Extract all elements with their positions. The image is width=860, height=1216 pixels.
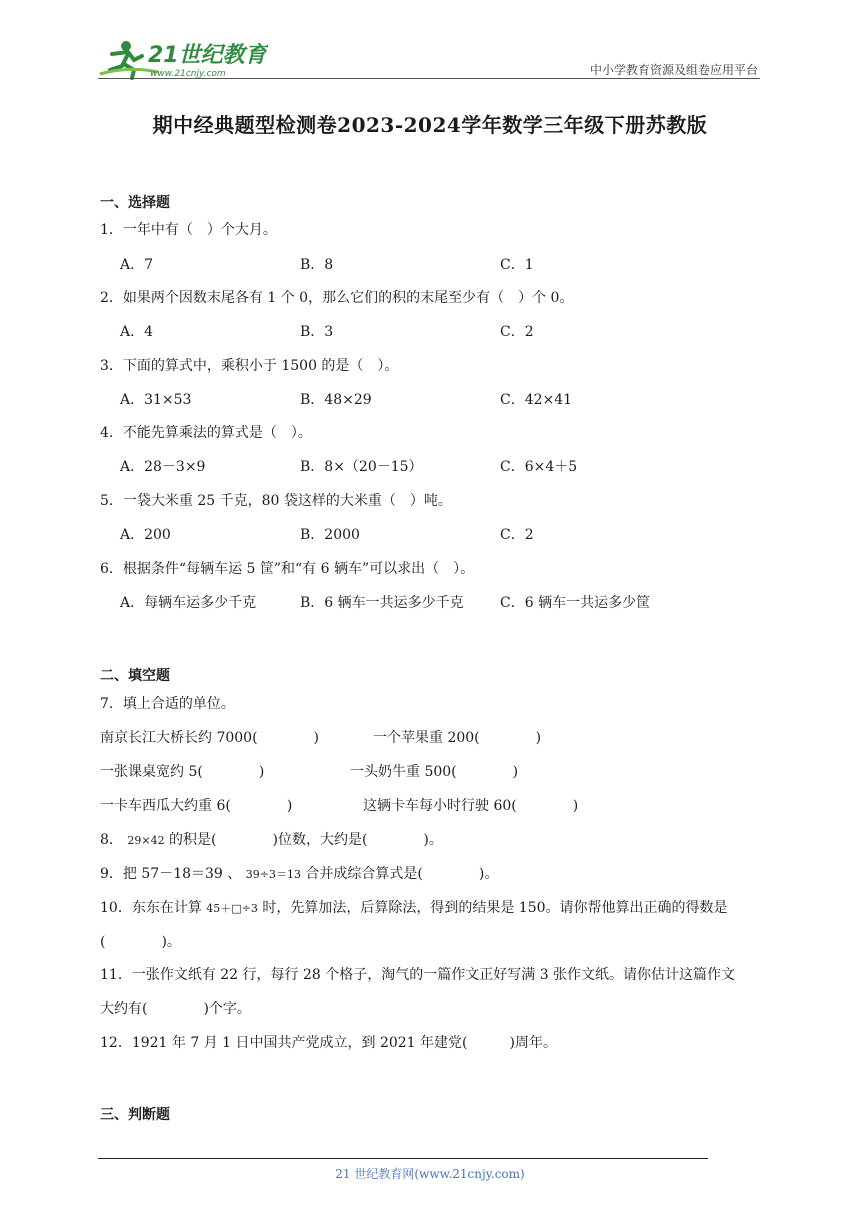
q10-formula: 45＋□÷3 — [206, 902, 258, 915]
question-4: 4．不能先算乘法的算式是（ ）。 — [100, 425, 312, 441]
q9-suffix: 合并成综合算式是( )。 — [305, 866, 499, 882]
site-logo — [98, 36, 268, 80]
q4-option-b: B．8×（20－15） — [300, 459, 423, 475]
q9-separator: 、 — [227, 866, 242, 882]
q4-option-c: C．6×4＋5 — [500, 459, 578, 475]
q3-option-a: A．31×53 — [120, 392, 192, 408]
q9-formula-1: 57－18＝39 — [141, 866, 223, 882]
question-8 — [100, 829, 443, 849]
q10-prefix: 10．东东在计算 — [100, 900, 202, 916]
q2-option-a: A．4 — [120, 324, 154, 340]
q3-option-b: B．48×29 — [300, 392, 372, 408]
footer-divider — [98, 1158, 708, 1159]
footer-link[interactable]: 21 世纪教育网(www.21cnjy.com) — [335, 1167, 525, 1181]
header-platform-text: 中小学教育资源及组卷应用平台 — [589, 63, 758, 77]
question-5: 5．一袋大米重 25 千克，80 袋这样的大米重（ ）吨。 — [100, 493, 452, 509]
q9-formula-2: 39÷3＝13 — [245, 868, 301, 881]
document-title: 期中经典题型检测卷2023-2024学年数学三年级下册苏教版 — [152, 113, 708, 137]
q1-option-c: C．1 — [500, 257, 534, 273]
section-heading-judge: 三、判断题 — [100, 1107, 170, 1123]
q6-option-b: B．6 辆车一共运多少千克 — [300, 595, 464, 611]
q5-option-a: A．200 — [120, 527, 171, 543]
q8-text: 的积是( )位数，大约是( )。 — [169, 832, 443, 848]
q5-option-b: B．2000 — [300, 527, 360, 543]
q7-row1-right: 一个苹果重 200( ) — [373, 730, 542, 746]
q10-suffix: 时，先算加法，后算除法，得到的结果是 150。请你帮他算出正确的得数是 — [262, 900, 728, 916]
section-heading-choice: 一、选择题 — [100, 195, 170, 211]
q4-option-a: A．28－3×9 — [120, 459, 206, 475]
question-6: 6．根据条件“每辆车运 5 筐”和“有 6 辆车”可以求出（ ）。 — [100, 561, 475, 577]
question-11: 11．一张作文纸有 22 行，每行 28 个格子，淘气的一篇作文正好写满 3 张作文纸。请你估计这篇作文 — [100, 967, 736, 983]
q5-option-c: C．2 — [500, 527, 534, 543]
q7-row3-right: 这辆卡车每小时行驶 60( ) — [363, 798, 579, 814]
q7-row2-left: 一张课桌宽约 5( ) — [100, 764, 265, 780]
question-1: 1．一年中有（ ）个大月。 — [100, 222, 277, 238]
header-divider — [98, 78, 760, 79]
q7-row2-right: 一头奶牛重 500( ) — [350, 764, 519, 780]
question-3: 3．下面的算式中，乘积小于 1500 的是（ ）。 — [100, 358, 399, 374]
q2-option-b: B．3 — [300, 324, 334, 340]
q7-row3-left: 一卡车西瓜大约重 6( ) — [100, 798, 293, 814]
q6-option-c: C．6 辆车一共运多少筐 — [500, 595, 651, 611]
question-12: 12．1921 年 7 月 1 日中国共产党成立，到 2021 年建党( )周年。 — [100, 1035, 557, 1051]
q1-option-a: A．7 — [120, 257, 154, 273]
logo-url: www.21cnjy.com — [150, 69, 226, 79]
q7-row1-left: 南京长江大桥长约 7000( ) — [100, 730, 320, 746]
q8-number: 8． — [100, 832, 123, 848]
q10-answer-line: ( )。 — [100, 934, 181, 950]
question-9 — [100, 863, 498, 883]
logo-text: 21世纪教育 — [148, 43, 267, 68]
q1-option-b: B．8 — [300, 257, 334, 273]
q8-formula: 29×42 — [127, 834, 165, 847]
q3-option-c: C．42×41 — [500, 392, 573, 408]
q2-option-c: C．2 — [500, 324, 534, 340]
question-7: 7．填上合适的单位。 — [100, 696, 235, 712]
q11-line-2: 大约有( )个字。 — [100, 1001, 251, 1017]
question-2: 2．如果两个因数末尾各有 1 个 0，那么它们的积的末尾至少有（ ）个 0。 — [100, 290, 574, 306]
q9-prefix: 9．把 — [100, 866, 137, 882]
section-heading-fill: 二、填空题 — [100, 668, 170, 684]
q6-option-a: A．每辆车运多少千克 — [120, 595, 257, 611]
question-10 — [100, 897, 728, 917]
